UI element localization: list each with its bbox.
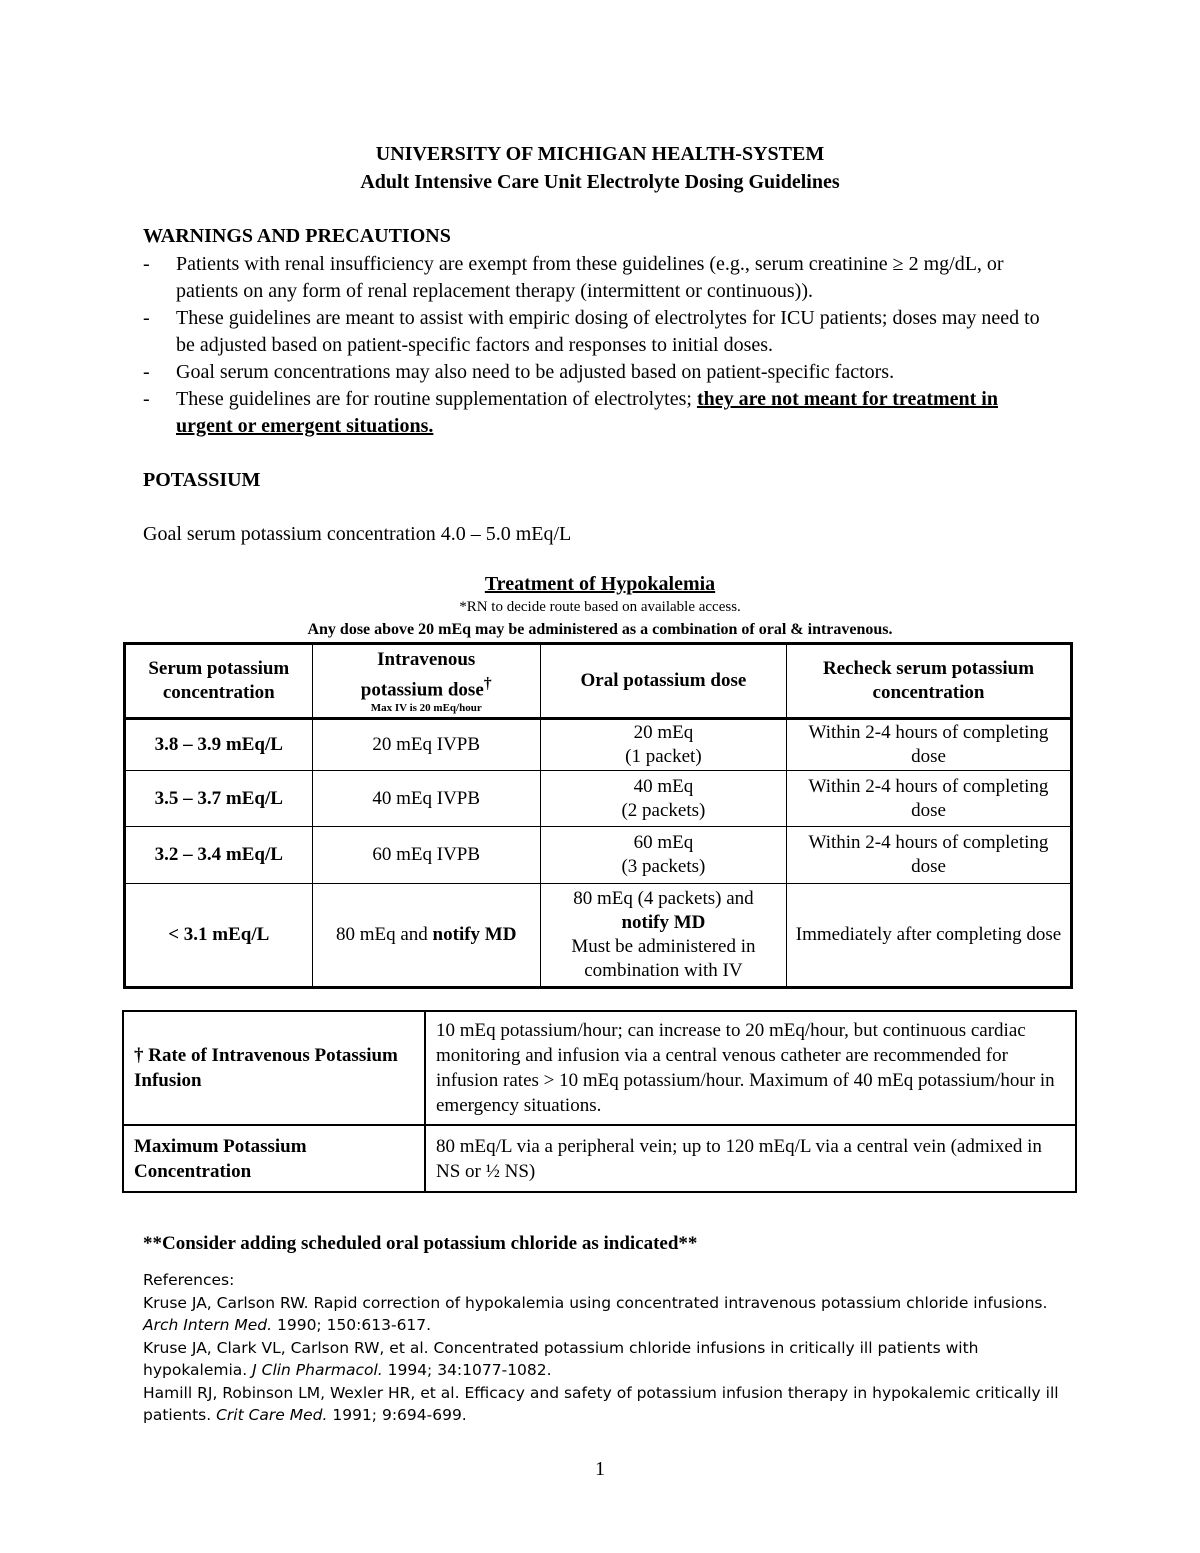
document-title: Adult Intensive Care Unit Electrolyte Dosing Guidelines	[360, 171, 840, 193]
reference-text: Kruse JA, Carlson RW. Rapid correction of hypokalemia using concentrated intravenous potassium chloride infusions.	[143, 1293, 1048, 1312]
treatment-title: Treatment of Hypokalemia	[484, 573, 716, 595]
treatment-note-route: *RN to decide route based on available access.	[459, 599, 741, 615]
cell-iv: 40 mEq IVPB	[312, 771, 540, 827]
table-row	[125, 827, 1072, 884]
table-row	[125, 884, 1072, 988]
reference-text: Hamill RJ, Robinson LM, Wexler HR, et al. Efficacy and safety of potassium infusion therapy in hypokalemic critically ill patients.	[143, 1383, 1059, 1424]
table-row	[125, 719, 1072, 771]
reference-citation: 1991; 9:694-699.	[327, 1406, 467, 1424]
warning-emphasis: they are not meant for treatment in urgent or emergent situations.	[176, 388, 998, 437]
header-recheck: Recheck serum potassium concentration	[786, 644, 1071, 719]
header-conc: Serum potassium concentration	[125, 644, 313, 719]
warnings-list	[143, 251, 1043, 440]
cell-recheck: Within 2-4 hours of completing dose	[786, 771, 1071, 827]
cell-recheck: Within 2-4 hours of completing dose	[786, 827, 1071, 884]
oral-combination: Must be administered in combination with IV	[571, 936, 756, 981]
oral-dose: 60 mEq	[633, 832, 694, 853]
cell-oral	[540, 884, 786, 988]
hypokalemia-table	[123, 642, 1073, 989]
oral-notify: notify MD	[621, 912, 706, 933]
cell-oral	[540, 719, 786, 771]
iv-dose: 80 mEq and	[335, 924, 433, 945]
warning-text: Goal serum concentrations may also need to be adjusted based on patient-specific factors.	[176, 361, 895, 383]
reference-citation: 1990; 150:613-617.	[272, 1316, 432, 1334]
dagger-mark: †	[483, 674, 492, 692]
consider-note: **Consider adding scheduled oral potassium chloride as indicated**	[143, 1233, 698, 1254]
potassium-heading: POTASSIUM	[143, 469, 261, 491]
page-number: 1	[595, 1458, 605, 1480]
warning-item: - Patients with renal insufficiency are exempt from these guidelines (e.g., serum creatinine ≥ 2 mg/dL, or patients on any form of renal replacement therapy (intermittent or continuous)).	[143, 253, 1004, 302]
reference-item	[143, 1382, 1063, 1427]
warning-text: These guidelines are meant to assist with empiric dosing of electrolytes for ICU patients; doses may need to be adjusted based on patient-specific factors and responses to initial doses.	[176, 307, 1040, 356]
rate-text: 10 mEq potassium/hour; can increase to 20 mEq/hour, but continuous cardiac monitoring and infusion via a central venous catheter are recommended for infusion rates > 10 mEq potassium/hour. Maximum of 40 mEq potassium/hour in emergency situations.	[425, 1011, 1076, 1125]
header-iv-line2: potassium dose	[360, 679, 484, 701]
max-text: 80 mEq/L via a peripheral vein; up to 120 mEq/L via a central vein (admixed in NS or ½ NS)	[425, 1125, 1076, 1192]
cell-iv: 60 mEq IVPB	[312, 827, 540, 884]
warning-item: - Goal serum concentrations may also need to be adjusted based on patient-specific factors.	[143, 361, 895, 383]
table-row	[125, 771, 1072, 827]
oral-packets: (1 packet)	[625, 746, 702, 767]
cell-recheck: Within 2-4 hours of completing dose	[786, 719, 1071, 771]
header-oral: Oral potassium dose	[540, 644, 786, 719]
reference-journal: J Clin Pharmacol.	[252, 1361, 383, 1379]
warning-text: Patients with renal insufficiency are exempt from these guidelines (e.g., serum creatinine ≥ 2 mg/dL, or patients on any form of renal replacement therapy (intermittent or continuous)).	[176, 253, 1004, 302]
cell-oral	[540, 827, 786, 884]
cell-conc: 3.8 – 3.9 mEq/L	[125, 719, 313, 771]
oral-dose: 80 mEq (4 packets) and	[573, 888, 754, 909]
cell-conc: 3.5 – 3.7 mEq/L	[125, 771, 313, 827]
reference-text: Kruse JA, Clark VL, Carlson RW, et al. Concentrated potassium chloride infusions in critically ill patients with hypokalemia.	[143, 1338, 979, 1379]
reference-journal: Arch Intern Med.	[143, 1316, 273, 1334]
header-iv-max: Max IV is 20 mEq/hour	[370, 702, 482, 715]
infusion-table	[122, 1010, 1077, 1193]
warning-item: - These guidelines are meant to assist with empiric dosing of electrolytes for ICU patients; doses may need to be adjusted based on patient-specific factors and responses to initial doses.	[143, 307, 1040, 356]
treatment-note-combination: Any dose above 20 mEq may be administered as a combination of oral & intravenous.	[307, 621, 893, 638]
cell-conc: < 3.1 mEq/L	[125, 884, 313, 988]
org-title: UNIVERSITY OF MICHIGAN HEALTH-SYSTEM	[375, 143, 825, 165]
cell-conc: 3.2 – 3.4 mEq/L	[125, 827, 313, 884]
header-iv-line1: Intravenous	[377, 648, 476, 670]
cell-oral	[540, 771, 786, 827]
table-header-row	[125, 644, 1072, 719]
oral-packets: (2 packets)	[621, 799, 706, 821]
reference-citation: 1994; 34:1077-1082.	[382, 1361, 552, 1379]
references-heading: References:	[143, 1271, 235, 1289]
cell-recheck: Immediately after completing dose	[786, 884, 1071, 988]
references	[143, 1269, 1063, 1427]
warnings-heading: WARNINGS AND PRECAUTIONS	[143, 225, 451, 247]
reference-item	[143, 1292, 1063, 1337]
table-row	[123, 1125, 1076, 1192]
warning-text: These guidelines are for routine supplementation of electrolytes;	[176, 388, 697, 410]
max-label: Maximum Potassium Concentration	[123, 1125, 425, 1192]
rate-label: † Rate of Intravenous Potassium Infusion	[123, 1011, 425, 1125]
cell-iv: 20 mEq IVPB	[312, 719, 540, 771]
cell-iv	[312, 884, 540, 988]
reference-journal: Crit Care Med.	[216, 1406, 328, 1424]
table-row	[123, 1011, 1076, 1125]
warning-item: - These guidelines are for routine supplementation of electrolytes; they are not meant for treatment in urgent or emergent situations.	[143, 388, 998, 437]
potassium-goal: Goal serum potassium concentration 4.0 – 5.0 mEq/L	[143, 523, 572, 545]
reference-item	[143, 1337, 1063, 1382]
oral-dose: 20 mEq	[633, 722, 694, 743]
iv-notify: notify MD	[432, 924, 517, 945]
oral-packets: (3 packets)	[621, 856, 706, 877]
oral-dose: 40 mEq	[633, 775, 694, 797]
header-iv	[312, 644, 540, 719]
